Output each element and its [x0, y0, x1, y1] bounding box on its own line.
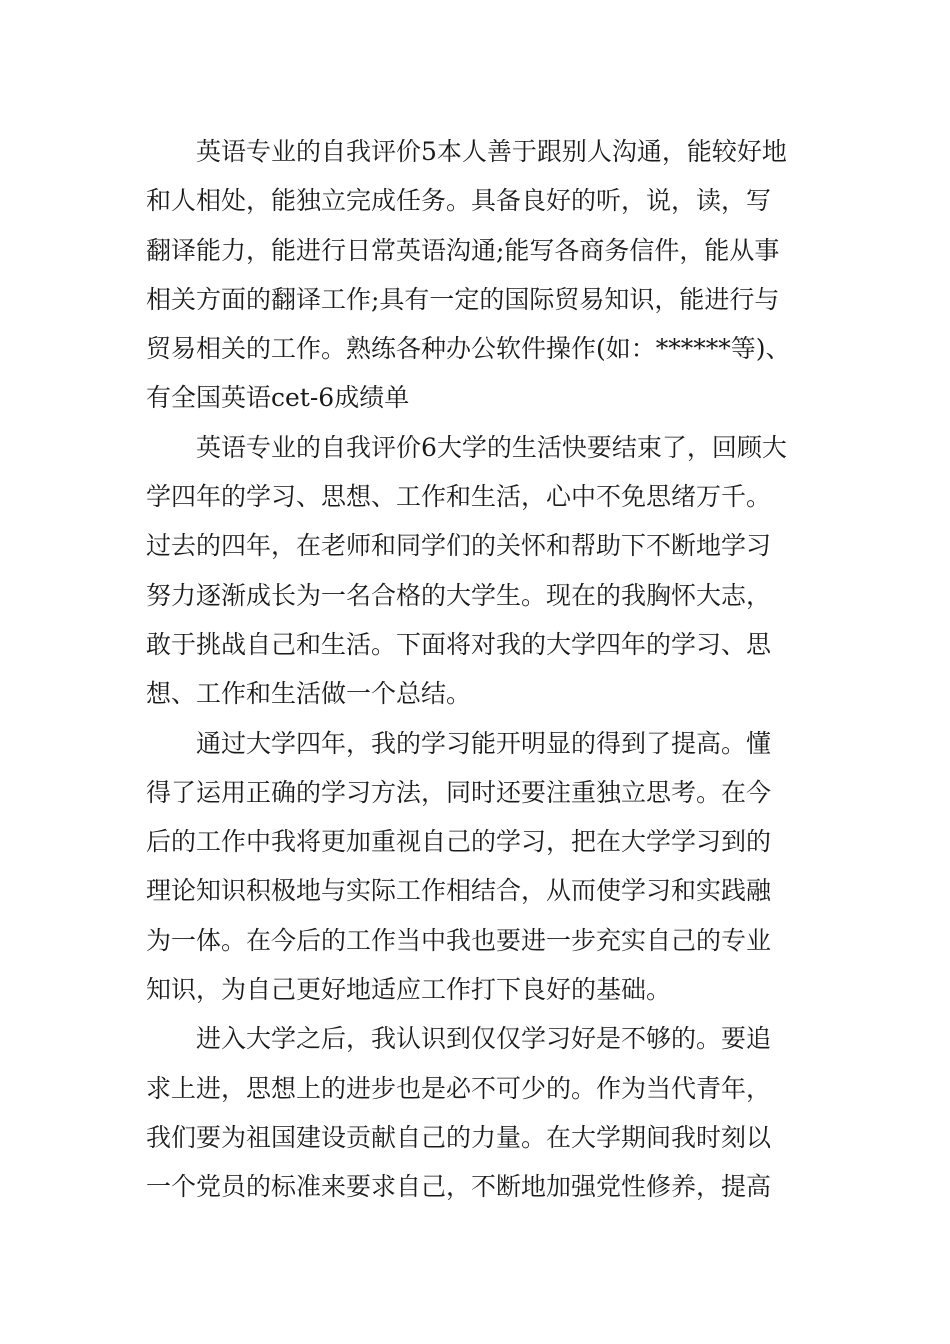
document-body	[146, 127, 836, 1212]
text-line: 贸易相关的工作。熟练各种办公软件操作(如：******等)、	[146, 334, 791, 364]
text-line: 相关方面的翻译工作;具有一定的国际贸易知识，能进行与	[146, 284, 780, 314]
text-line: 后的工作中我将更加重视自己的学习，把在大学学习到的	[146, 827, 772, 857]
paragraph-self-evaluation-5	[146, 127, 836, 423]
text-line: 理论知识积极地与实际工作相结合，从而使学习和实践融	[146, 876, 772, 906]
text-line: 英语专业的自我评价6大学的生活快要结束了，回顾大	[196, 432, 787, 462]
text-line: 为一体。在今后的工作当中我也要进一步充实自己的专业	[146, 925, 772, 955]
text-line: 有全国英语cet-6成绩单	[146, 383, 410, 413]
text-line: 知识，为自己更好地适应工作打下良好的基础。	[146, 975, 672, 1005]
text-line: 求上进，思想上的进步也是必不可少的。作为当代青年，	[146, 1073, 772, 1103]
text-line: 努力逐渐成长为一名合格的大学生。现在的我胸怀大志，	[146, 580, 772, 610]
text-line: 过去的四年，在老师和同学们的关怀和帮助下不断地学习	[146, 531, 772, 561]
text-line: 进入大学之后，我认识到仅仅学习好是不够的。要追	[196, 1024, 772, 1054]
text-line: 和人相处，能独立完成任务。具备良好的听，说，读，写	[146, 186, 772, 216]
text-line: 英语专业的自我评价5本人善于跟别人沟通，能较好地	[196, 137, 787, 166]
text-line: 想、工作和生活做一个总结。	[146, 679, 472, 709]
text-line: 翻译能力，能进行日常英语沟通;能写各商务信件，能从事	[146, 235, 780, 265]
text-line: 通过大学四年，我的学习能开明显的得到了提高。懂	[196, 728, 772, 758]
text-line: 得了运用正确的学习方法，同时还要注重独立思考。在今	[146, 777, 772, 807]
paragraph-self-evaluation-6	[146, 423, 836, 719]
paragraph-study	[146, 719, 836, 1015]
text-line: 一个党员的标准来要求自己，不断地加强党性修养，提高	[146, 1172, 772, 1202]
text-line: 学四年的学习、思想、工作和生活，心中不免思绪万千。	[146, 482, 772, 512]
text-line: 我们要为祖国建设贡献自己的力量。在大学期间我时刻以	[146, 1122, 772, 1152]
text-line: 敢于挑战自己和生活。下面将对我的大学四年的学习、思	[146, 629, 772, 659]
paragraph-thought	[146, 1014, 836, 1211]
